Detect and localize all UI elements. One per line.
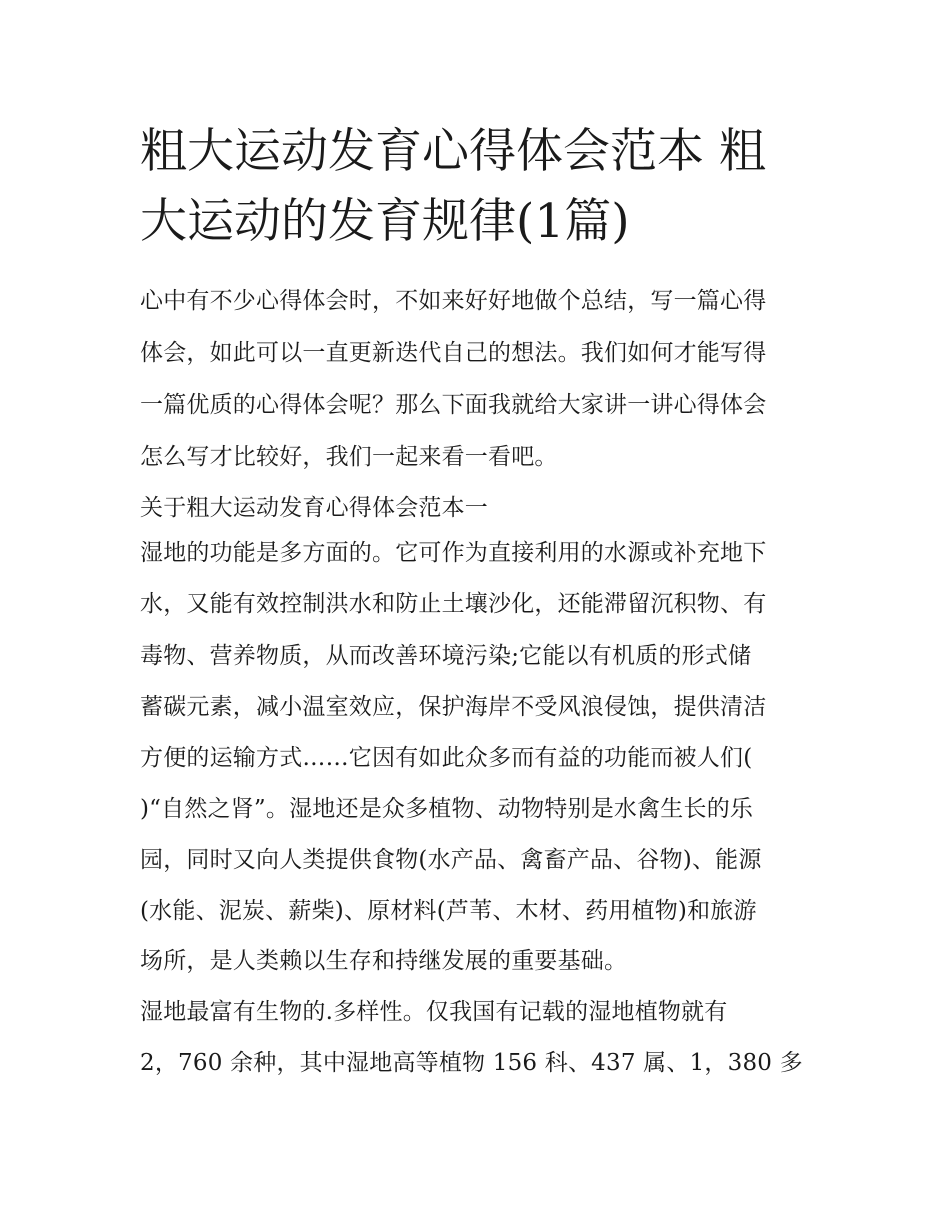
paragraph-1-line-8: (水能、泥炭、薪柴)、原材料(芦苇、木材、药用植物)和旅游 <box>140 898 757 924</box>
paragraph-1-line-4: 蓄碳元素，减小温室效应，保护海岸不受风浪侵蚀，提供清洁 <box>140 694 767 720</box>
paragraph-1-line-9: 场所，是人类赖以生存和持继发展的重要基础。 <box>140 948 628 974</box>
document-title <box>140 117 820 257</box>
paragraph-1-line-2: 水，又能有效控制洪水和防止土壤沙化，还能滞留沉积物、有 <box>140 591 767 617</box>
intro-line-1: 心中有不少心得体会时，不如来好好地做个总结，写一篇心得 <box>140 288 767 314</box>
section-heading: 关于粗大运动发育心得体会范本一 <box>140 495 488 521</box>
intro-line-4: 怎么写才比较好，我们一起来看一看吧。 <box>140 444 558 470</box>
paragraph-1-line-6: )“自然之肾”。湿地还是众多植物、动物特别是水禽生长的乐 <box>140 796 754 822</box>
title-line-1: 粗大运动发育心得体会范本 粗 <box>140 124 766 179</box>
paragraph-2-line-1: 湿地最富有生物的.多样性。仅我国有记载的湿地植物就有 <box>140 999 728 1025</box>
paragraph-1-line-5: 方便的运输方式……它因有如此众多而有益的功能而被人们( <box>140 745 753 771</box>
paragraph-1-line-7: 园，同时又向人类提供食物(水产品、禽畜产品、谷物)、能源 <box>140 847 762 873</box>
title-line-2: 大运动的发育规律(1篇) <box>140 194 630 249</box>
paragraph-1-line-1: 湿地的功能是多方面的。它可作为直接利用的水源或补充地下 <box>140 540 767 566</box>
intro-line-3: 一篇优质的心得体会呢？那么下面我就给大家讲一讲心得体会 <box>140 392 767 418</box>
paragraph-1-line-3: 毒物、营养物质，从而改善环境污染;它能以有机质的形式储 <box>140 643 752 669</box>
intro-line-2: 体会，如此可以一直更新迭代自己的想法。我们如何才能写得 <box>140 340 767 366</box>
paragraph-2-line-2: 2，760 余种，其中湿地高等植物 156 科、437 属、1，380 多 <box>140 1050 803 1076</box>
